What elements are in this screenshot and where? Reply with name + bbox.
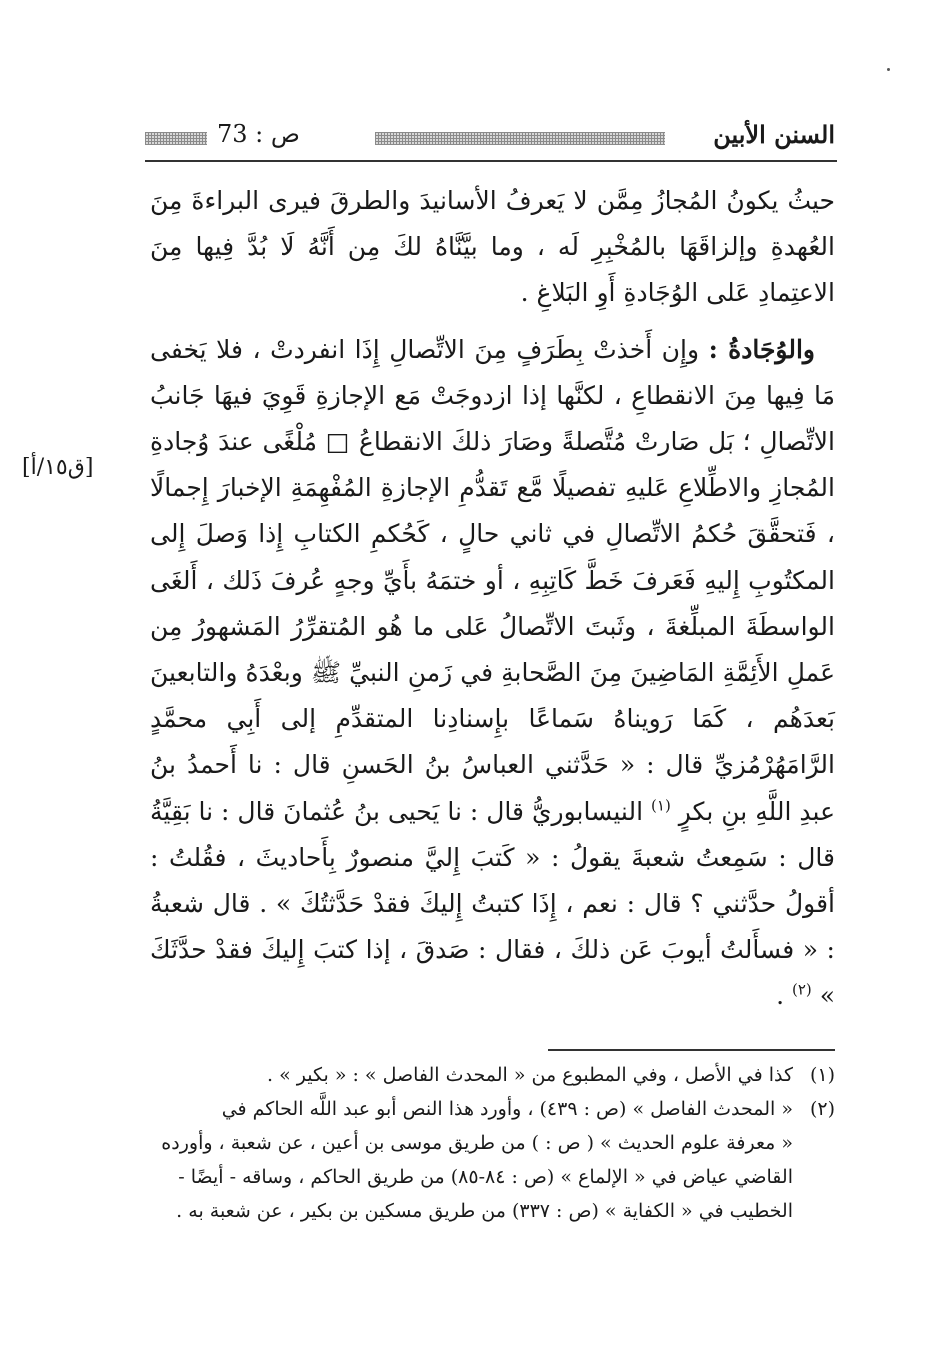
- footnote-marker-2: (٢): [791, 981, 812, 1000]
- footnote-line: « معرفة علوم الحديث » ( ص : ) من طريق موسى بن أعين ، عن شعبة ، وأورده: [161, 1132, 793, 1154]
- footnote-line: الخطيب في « الكفاية » (ص : ٣٣٧) من طريق مسكين بن بكير ، عن شعبة به .: [176, 1200, 793, 1222]
- text-line: فقدْ حَدَّثتُكَ » . قال شعبةُ : « فسأَلتُ أيوبَ عَن ذلكَ ، فقال : صَدقَ ، إذا: [150, 889, 835, 965]
- page-number: ص : 73: [217, 120, 300, 148]
- header-rule: [145, 160, 837, 162]
- paragraph-2: [150, 327, 835, 1020]
- text-line: العباسُ بنُ الحَسنِ قال : نا أَحمدُ بنُ عبدِ اللَّهِ بنِ بكرٍ: [150, 750, 836, 826]
- header-ornament-left: [145, 132, 207, 145]
- text-line: الاتِّصالِ ؛ بَل صَارتْ مُتَّصلةً وصَارَ ذلكَ الانقطاعُ □ مُلْغًى عندَ وُجادةِ: [150, 427, 835, 457]
- lead-term: والوُجَادةُ :: [708, 334, 815, 364]
- text-line: الواسطَةَ المبلِّغةَ ، وثَبتَ الاتِّصالُ عَلى ما هُو المُتقرِّرُ المَشهورُ مِن عَملِ الأَئِمَّةِ: [150, 611, 835, 688]
- book-title: السنن الأبين: [713, 120, 835, 149]
- footnote-2: [150, 1092, 835, 1228]
- footnote-line: « المحدث الفاصل » (ص : ٤٣٩) ، وأورد هذا النص أبو عبد اللَّه الحاكم في: [221, 1098, 793, 1120]
- scan-speck: [887, 68, 890, 71]
- text-line: .: [776, 981, 785, 1011]
- text-line: المُجازِ والاطِّلاعِ عَليهِ تفصيلًا مَّع تَقدُّمِ الإجازةِ المُفْهِمَةِ الإخبارَ إِجمالًا ،: [150, 473, 835, 549]
- footnote-number: (١): [809, 1064, 835, 1086]
- text-line: نا يَحيى بنُ عُثمانَ قال : نا بَقِيَّةُ قال : سَمِعتُ شعبةَ يقولُ : « كَتبَ إِليَّ: [150, 796, 835, 872]
- paragraph-1: [150, 178, 835, 317]
- footnote-text: [150, 1092, 793, 1228]
- running-header: [145, 118, 835, 158]
- text-line: كتبَ إِليكَ فقدْ حدَّثَكَ »: [150, 935, 835, 1011]
- header-ornament-right: [375, 132, 665, 145]
- footnote-line: القاضي عياض في « الإلماع » (ص : ٨٤-٨٥) من طريق الحاكم ، وساقه - أيضًا -: [178, 1166, 793, 1188]
- text-line: وإلزاقَهَا بالمُخْبِرِ لَه ، وما بيَّنَّاهُ لكَ مِن أَنَّهُ لَا بُدَّ فِيها مِنَ الاعتِمادِ عَلى: [150, 232, 835, 308]
- text-line: فَتحقَّقَ حُكمُ الاتِّصالِ في ثاني حالٍ ، كَحُكمِ الكتابِ إِذا وَصلَ إِلى: [150, 519, 817, 549]
- text-line: الوُجَادةِ أَوِ البَلاغِ .: [520, 278, 699, 308]
- footnote-text: [150, 1058, 793, 1092]
- text-line: النيسابوريُّ قال :: [469, 796, 644, 826]
- text-line: المَاضِينَ مِنَ الصَّحابةِ في زَمنِ النبيِّ ﷺ وبعْدَهُ والتابعينَ بَعدَهُم ، كَمَا: [150, 658, 835, 734]
- text-line: منصورٌ بِأَحاديثَ ، فقُلتُ : أقولُ حدَّثني ؟ قال : نعم ، إِذَا كتبتُ إِليكَ: [150, 842, 835, 919]
- text-line: رَويناهُ سَماعًا بإِسنادِنا المتقدِّمِ إلى أَبِي محمَّدٍ الرَّامَهُرْمُزيِّ قال : « حَدَّثني: [150, 704, 835, 780]
- footnote-rule: [548, 1049, 835, 1051]
- main-text: [150, 178, 835, 1020]
- footnote-line: كذا في الأصل ، وفي المطبوع من « المحدث الفاصل » : « بكير » .: [267, 1064, 793, 1086]
- text-line: مَا فِيها مِنَ الانقطاعِ ، لكنَّها إذا ازدوجَتْ مَع الإجازةِ قَوِيَ فيهَا جَانبُ: [150, 380, 835, 410]
- text-line: المكتُوبِ إِليهِ فَعَرفَ خَطَّ كَاتِبِهِ ، أو ختمَهُ بأَيِّ وجهٍ عُرفَ ذَلك ، أَلغَى: [150, 565, 835, 595]
- footnote-1: [150, 1058, 835, 1092]
- text-line: وإِن أَخذتْ بِطَرَفٍ مِنَ الاتِّصالِ إِذَا انفردتْ ، فلا يَخفى: [150, 334, 700, 364]
- manuscript-folio-ref: [ق١٥/أ]: [22, 455, 94, 480]
- footnote-number: (٢): [809, 1098, 835, 1120]
- footnotes: [150, 1058, 835, 1228]
- footnote-marker-1: (١): [651, 796, 671, 815]
- text-line: حيثُ يكونُ المُجازُ مِمَّن لا يَعرفُ الأسانيدَ والطرقَ فيرى البراءةَ مِنَ العُهدةِ: [150, 186, 835, 262]
